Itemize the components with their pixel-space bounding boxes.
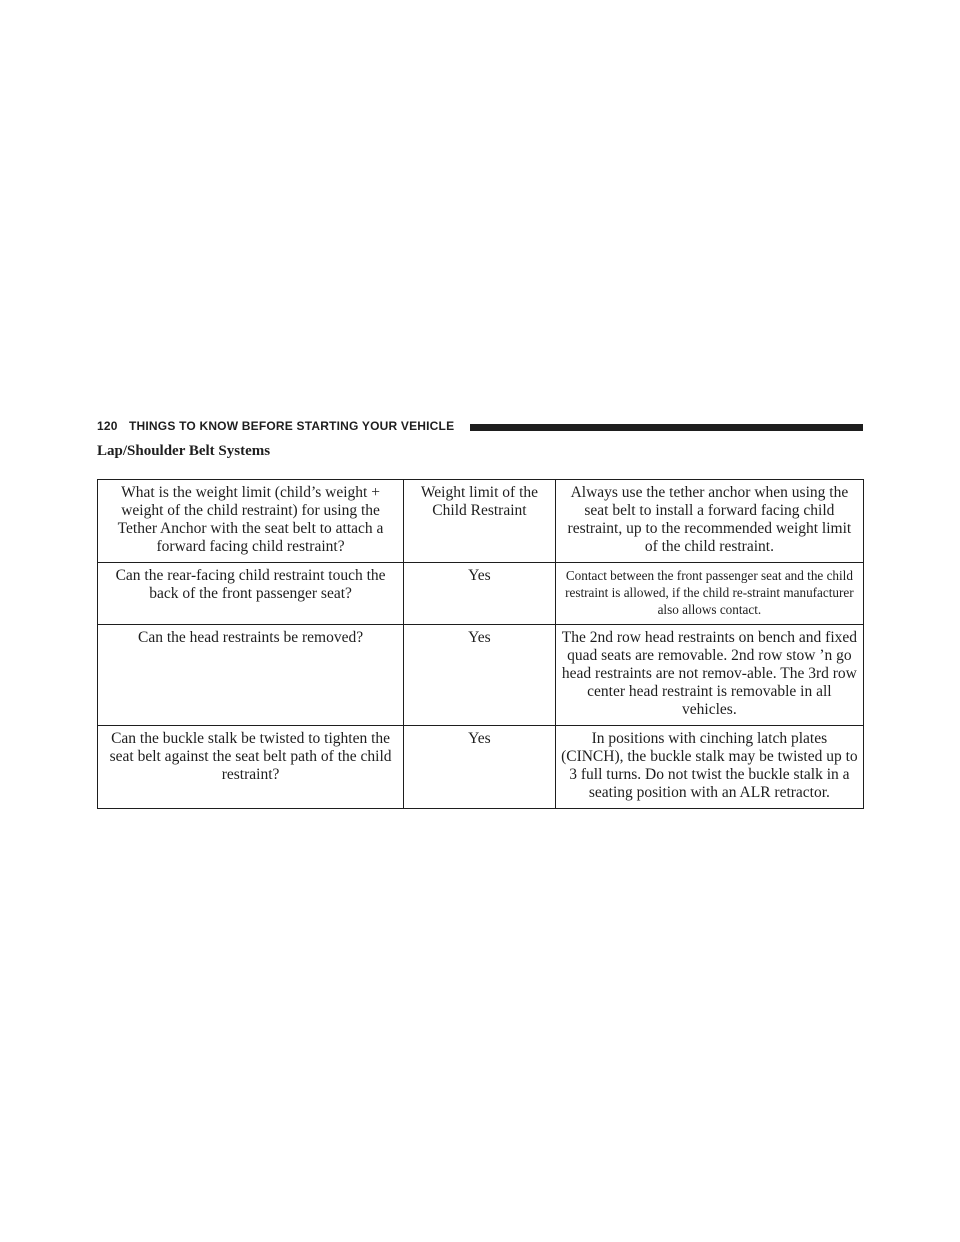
answer-cell: Yes — [404, 625, 556, 726]
notes-cell: Contact between the front passenger seat and the child restraint is allowed, if the child re-straint manufacturer also allows contact. — [555, 563, 863, 625]
question-cell: Can the rear-facing child restraint touch the back of the front passenger seat? — [98, 563, 404, 625]
notes-cell: The 2nd row head restraints on bench and fixed quad seats are removable. 2nd row stow ’n go head restraints are not remov-able. The 3rd row center head restraint is removable in all vehicles. — [555, 625, 863, 726]
answer-cell: Yes — [404, 726, 556, 809]
belt-systems-table — [97, 479, 864, 809]
table-row — [98, 625, 864, 726]
answer-cell: Weight limit of the Child Restraint — [404, 480, 556, 563]
answer-cell: Yes — [404, 563, 556, 625]
table-row — [98, 563, 864, 625]
question-cell: What is the weight limit (child’s weight + weight of the child restraint) for using the Tether Anchor with the seat belt to attach a forward facing child restraint? — [98, 480, 404, 563]
notes-cell: Always use the tether anchor when using the seat belt to install a forward facing child restraint, up to the recommended weight limit of the child restraint. — [555, 480, 863, 563]
notes-cell: In positions with cinching latch plates (CINCH), the buckle stalk may be twisted up to 3 full turns. Do not twist the buckle stalk in a seating position with an ALR retractor. — [555, 726, 863, 809]
page-header — [97, 419, 863, 435]
page-number: 120 — [97, 419, 118, 433]
question-cell: Can the head restraints be removed? — [98, 625, 404, 726]
table-row — [98, 726, 864, 809]
table-row — [98, 480, 864, 563]
chapter-title: THINGS TO KNOW BEFORE STARTING YOUR VEHICLE — [129, 419, 455, 433]
question-cell: Can the buckle stalk be twisted to tighten the seat belt against the seat belt path of the child restraint? — [98, 726, 404, 809]
section-title: Lap/Shoulder Belt Systems — [97, 443, 271, 459]
header-rule — [470, 424, 863, 431]
